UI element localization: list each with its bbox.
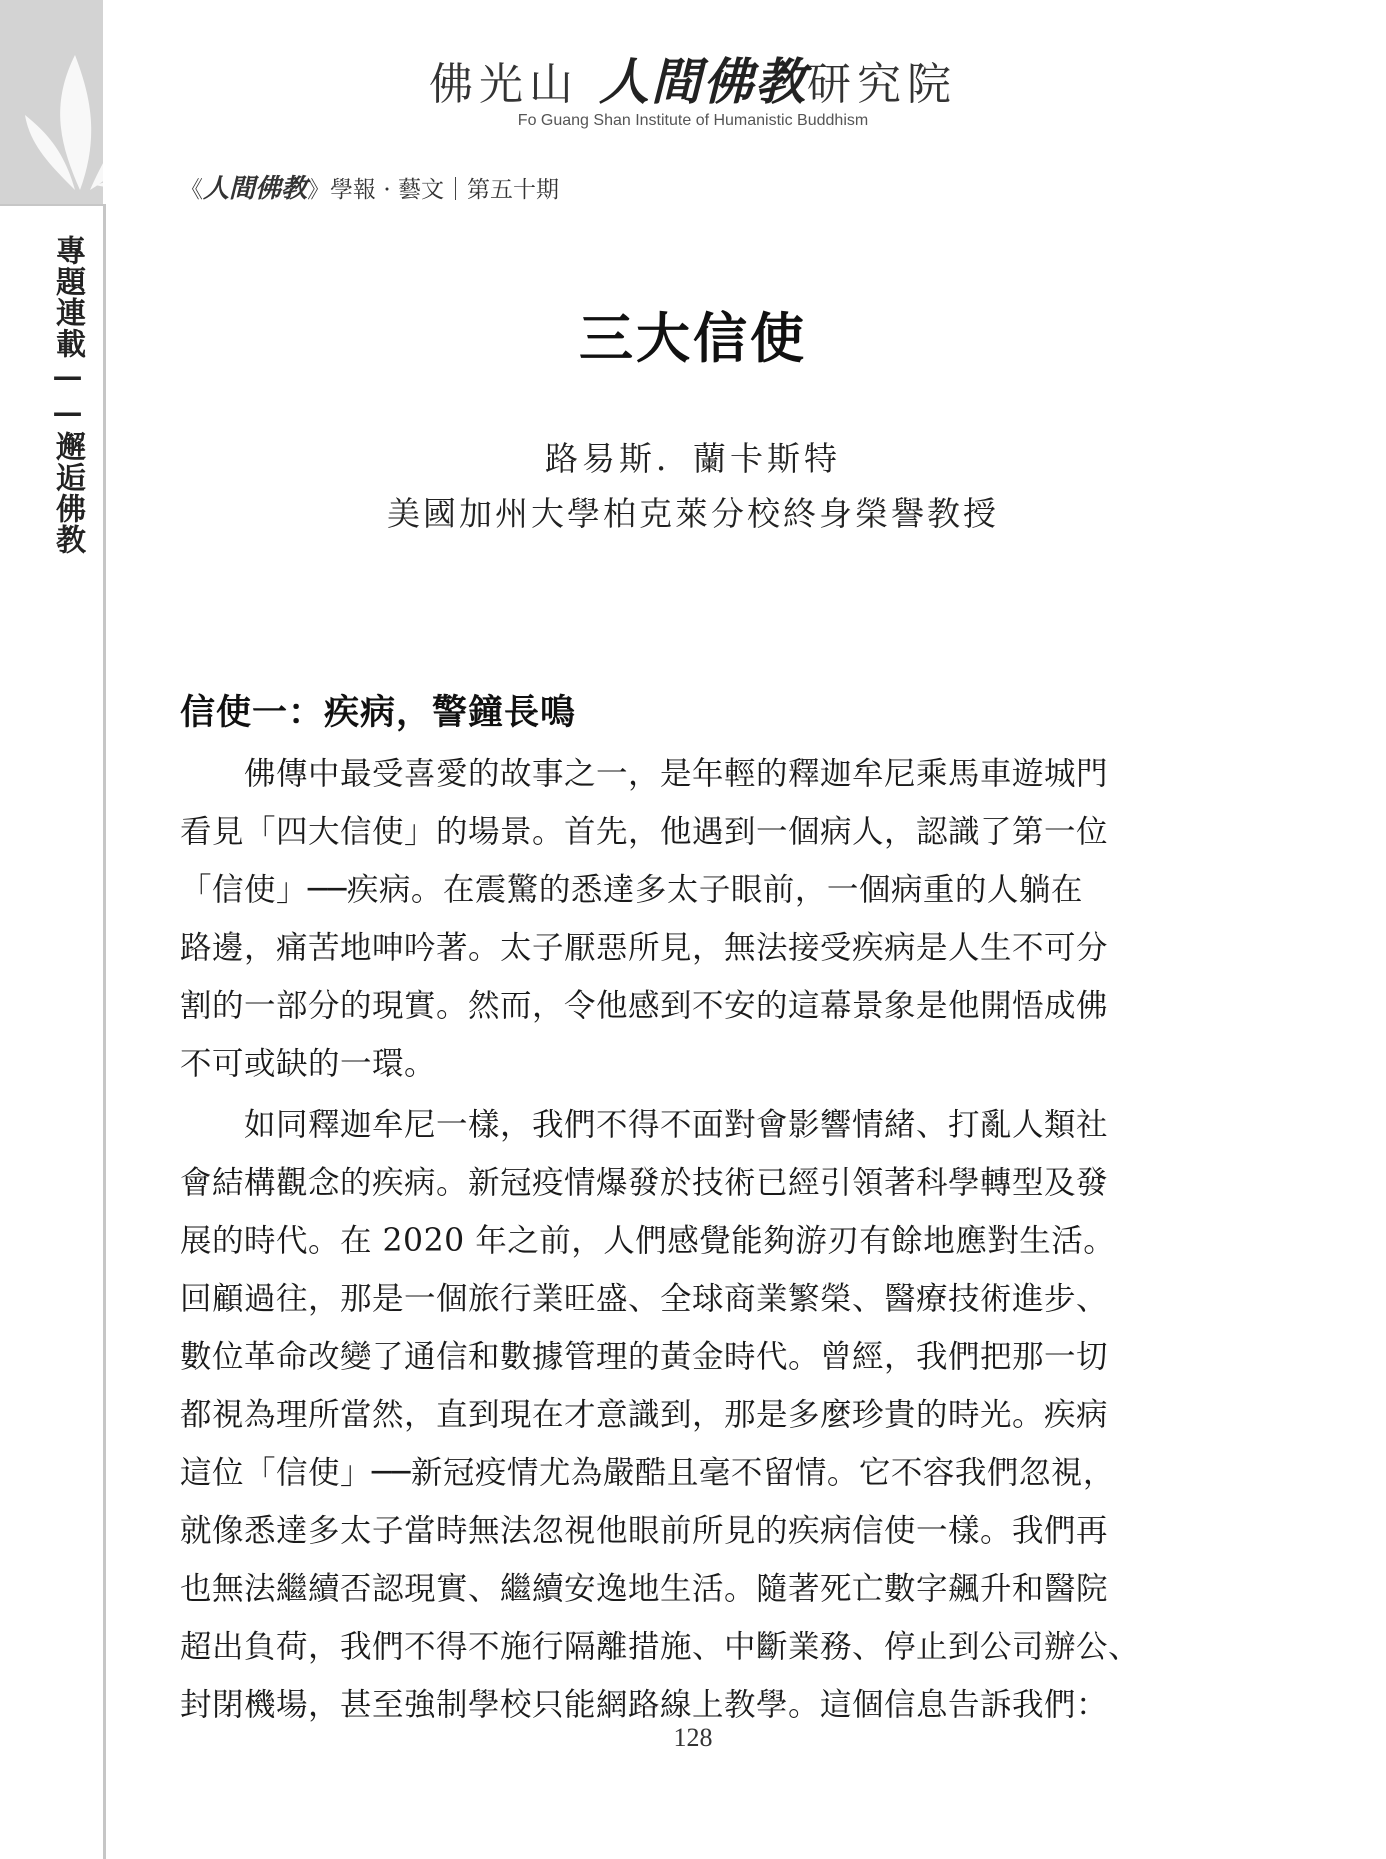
institute-name-english: Fo Guang Shan Institute of Humanistic Buddhism bbox=[517, 112, 869, 129]
text-line: 「信使」──疾病。在震驚的悉達多太子眼前，一個病重的人躺在 bbox=[180, 872, 1083, 908]
article-title: 三大信使 bbox=[579, 306, 807, 370]
paragraph-1 bbox=[180, 745, 1174, 1093]
journal-open-bracket: 《 bbox=[180, 177, 203, 203]
text-line: 超出負荷，我們不得不施行隔離措施、中斷業務、停止到公司辦公、 bbox=[180, 1629, 1141, 1665]
page-number: 128 bbox=[673, 1723, 713, 1752]
institute-prefix: 佛光山 bbox=[429, 59, 579, 110]
article-author: 路易斯．蘭卡斯特 bbox=[545, 439, 841, 478]
section-heading: 信使一：疾病，警鐘長鳴 bbox=[180, 692, 577, 733]
journal-issue: 》學報 · 藝文｜第五十期 bbox=[307, 177, 559, 203]
paragraph-2 bbox=[180, 1096, 1174, 1734]
text-line: 看見「四大信使」的場景。首先，他遇到一個病人，認識了第一位 bbox=[180, 814, 1109, 850]
institute-highlight: 人間佛教 bbox=[599, 52, 807, 111]
text-line: 這位「信使」──新冠疫情尤為嚴酷且毫不留情。它不容我們忽視， bbox=[180, 1455, 1115, 1491]
text-line: 也無法繼續否認現實、繼續安逸地生活。隨著死亡數字飆升和醫院 bbox=[180, 1571, 1109, 1607]
institute-suffix: 研究院 bbox=[807, 59, 957, 110]
text-line: 展的時代。在 2020 年之前，人們感覺能夠游刃有餘地應對生活。 bbox=[180, 1223, 1116, 1259]
text-line: 割的一部分的現實。然而，令他感到不安的這幕景象是他開悟成佛 bbox=[180, 988, 1109, 1024]
text-line: 佛傳中最受喜愛的故事之一，是年輕的釋迦牟尼乘馬車遊城門 bbox=[180, 756, 1109, 792]
side-series-label: 專題連載——邂逅佛教 bbox=[50, 235, 85, 555]
journal-name: 人間佛教 bbox=[203, 174, 308, 204]
text-line: 就像悉達多太子當時無法忽視他眼前所見的疾病信使一樣。我們再 bbox=[180, 1513, 1109, 1549]
text-line: 如同釋迦牟尼一樣，我們不得不面對會影響情緒、打亂人類社 bbox=[180, 1107, 1109, 1143]
header-divider bbox=[0, 204, 106, 206]
author-affiliation: 美國加州大學柏克萊分校終身榮譽教授 bbox=[387, 494, 999, 533]
institute-name bbox=[0, 42, 1386, 114]
text-line: 不可或缺的一環。 bbox=[180, 1046, 437, 1082]
text-line: 路邊，痛苦地呻吟著。太子厭惡所見，無法接受疾病是人生不可分 bbox=[180, 930, 1109, 966]
text-line: 都視為理所當然，直到現在才意識到，那是多麼珍貴的時光。疾病 bbox=[180, 1397, 1109, 1433]
text-line: 數位革命改變了通信和數據管理的黃金時代。曾經，我們把那一切 bbox=[180, 1339, 1109, 1375]
text-line: 回顧過往，那是一個旅行業旺盛、全球商業繁榮、醫療技術進步、 bbox=[180, 1281, 1109, 1317]
text-line: 封閉機場，甚至強制學校只能網路線上教學。這個信息告訴我們： bbox=[180, 1687, 1109, 1723]
journal-running-head bbox=[180, 168, 559, 205]
text-line: 會結構觀念的疾病。新冠疫情爆發於技術已經引領著科學轉型及發 bbox=[180, 1165, 1109, 1201]
